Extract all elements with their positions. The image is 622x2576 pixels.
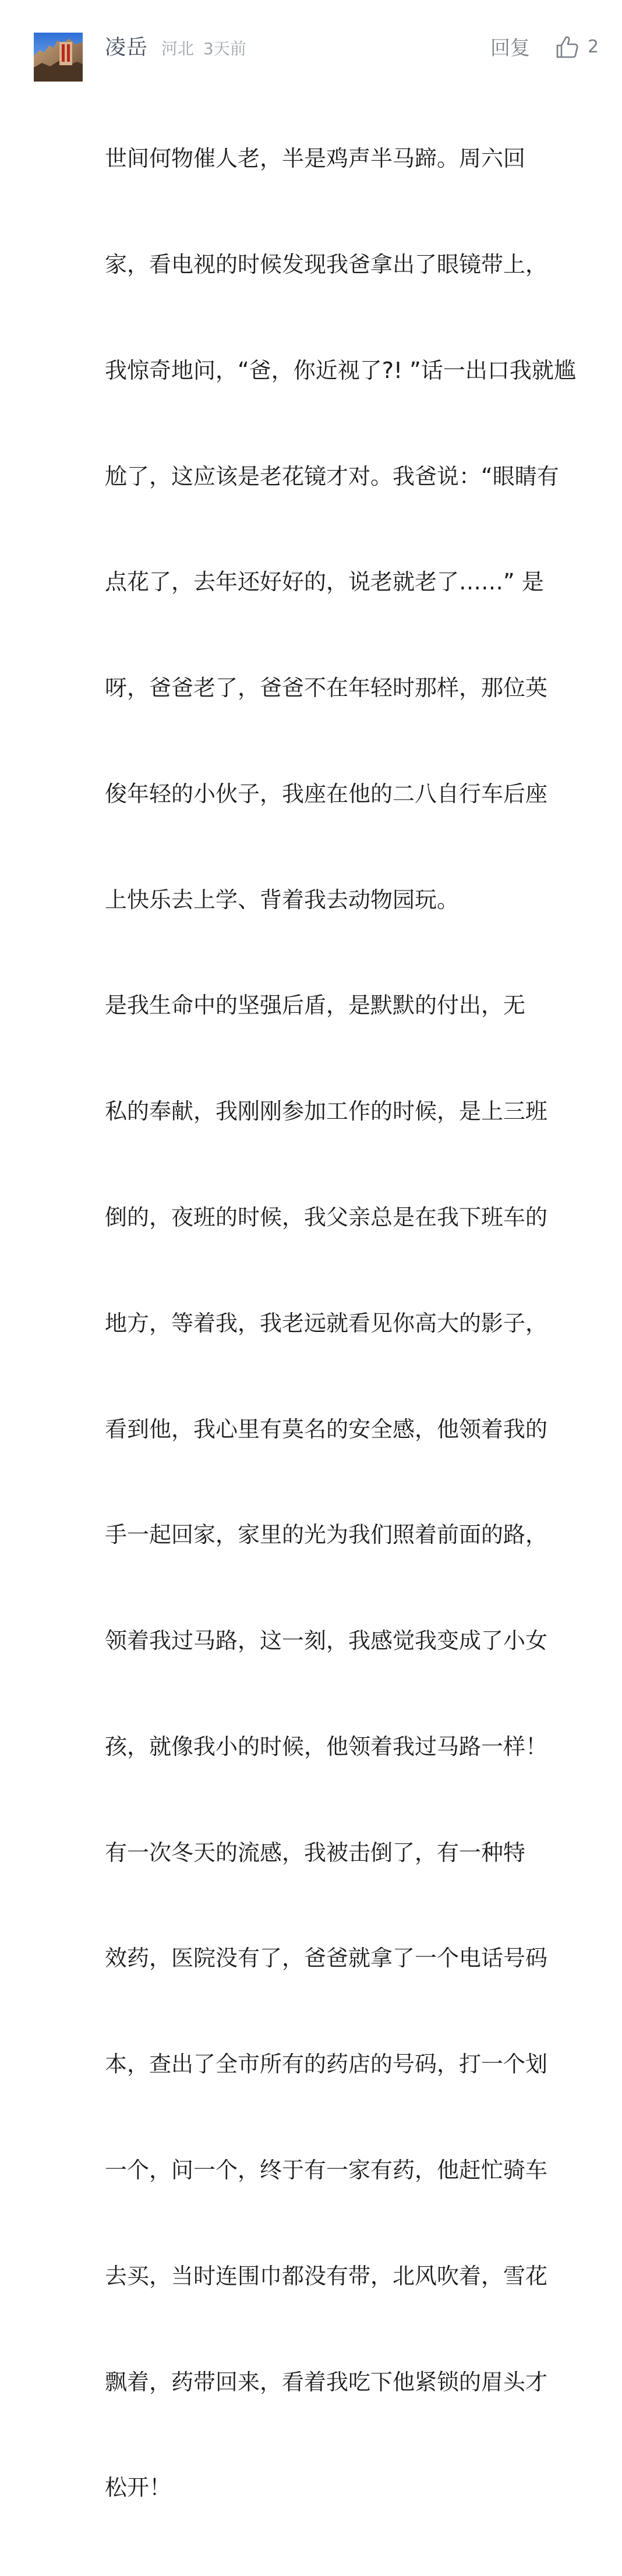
comment-line: 手一起回家，家里的光为我们照着前面的路， — [105, 1522, 548, 1548]
comment-line: 飘着，药带回来，看着我吃下他紧锁的眉头才 — [105, 2369, 548, 2395]
comment-line: 地方，等着我，我老远就看见你高大的影子， — [105, 1310, 548, 1336]
thumbs-up-icon — [555, 35, 579, 59]
comment-line: 俊年轻的小伙子，我座在他的二八自行车后座 — [105, 780, 548, 807]
avatar-image — [34, 33, 83, 82]
comment-line: 领着我过马路，这一刻，我感觉我变成了小女 — [105, 1628, 548, 1654]
comment-line: 私的奉献，我刚刚参加工作的时候，是上三班 — [105, 1098, 548, 1125]
comment-line: 效药，医院没有了，爸爸就拿了一个电话号码 — [105, 1945, 548, 1971]
comment-meta — [161, 38, 246, 59]
comment-header — [105, 33, 599, 65]
avatar[interactable] — [34, 33, 83, 82]
comment-line: 是我生命中的坚强后盾，是默默的付出，无 — [105, 992, 526, 1019]
comment-line: 家，看电视的时候发现我爸拿出了眼镜带上， — [105, 251, 548, 277]
location: 河北 — [161, 39, 195, 58]
timestamp: 3天前 — [203, 39, 246, 58]
username[interactable]: 凌岳 — [105, 36, 149, 59]
comment-line: 上快乐去上学、背着我去动物园玩。 — [105, 886, 460, 913]
comment-line: 有一次冬天的流感，我被击倒了，有一种特 — [105, 1839, 526, 1865]
comment-line: 去买，当时连围巾都没有带，北风吹着，雪花 — [105, 2263, 548, 2289]
like-count: 2 — [588, 37, 599, 57]
comment-line: 我惊奇地问，“爸，你近视了?! ”话一出口我就尴 — [105, 357, 576, 383]
like-button[interactable] — [555, 33, 599, 62]
comment-line: 倒的，夜班的时候，我父亲总是在我下班车的 — [105, 1204, 548, 1230]
comment-line: 看到他，我心里有莫名的安全感，他领着我的 — [105, 1416, 548, 1442]
comment-line: 孩，就像我小的时候，他领着我过马路一样！ — [105, 1733, 548, 1759]
comment-line: 松开！ — [105, 2475, 172, 2501]
comment-line: 本，查出了全市所有的药店的号码，打一个划 — [105, 2051, 548, 2077]
comment-line: 点花了，去年还好好的，说老就老了……” 是 — [105, 569, 544, 595]
reply-button[interactable]: 回复 — [490, 37, 530, 60]
comment-line: 尬了，这应该是老花镜才对。我爸说：“眼睛有 — [105, 463, 559, 489]
comment-line: 世间何物催人老，半是鸡声半马蹄。周六回 — [105, 146, 526, 172]
comment-line: 一个，问一个，终于有一家有药，他赶忙骑车 — [105, 2157, 548, 2183]
comment-body — [105, 70, 594, 2576]
comment-line: 呀，爸爸老了，爸爸不在年轻时那样，那位英 — [105, 675, 548, 701]
